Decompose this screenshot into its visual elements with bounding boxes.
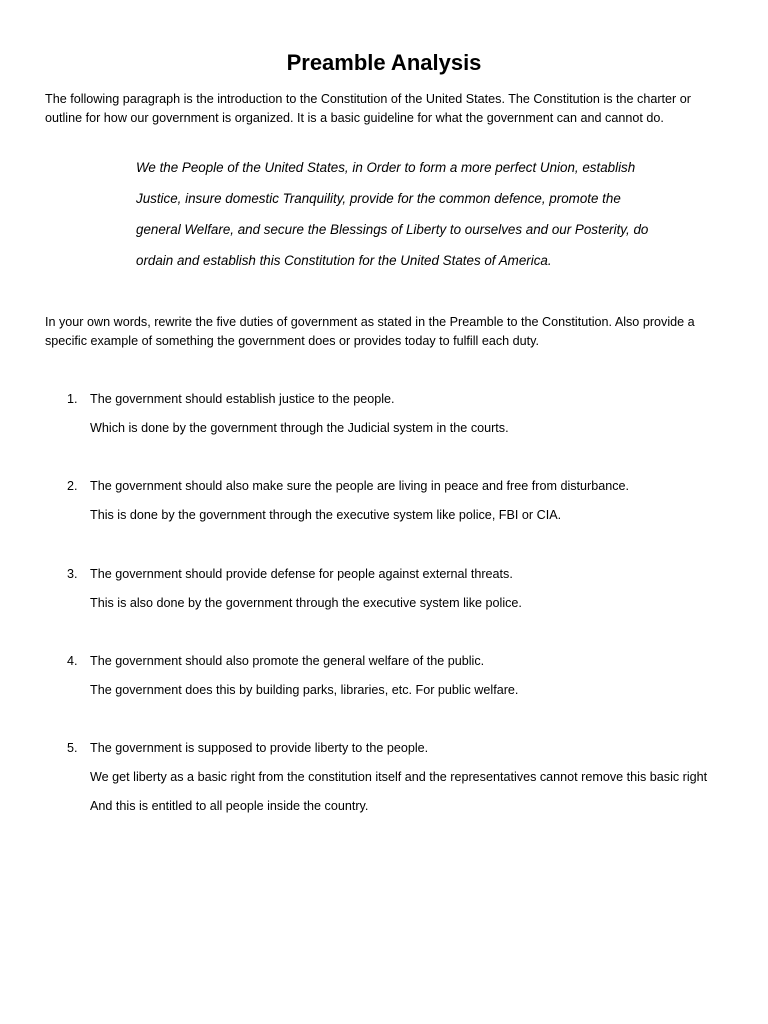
instructions-paragraph: In your own words, rewrite the five duties of government as stated in the Preamble to the Constitution. Also provide a specific example of something the government does or provides today to fulfill each duty.	[45, 315, 695, 348]
duty-statement: The government should provide defense for people against external threats.	[90, 567, 513, 581]
intro-paragraph: The following paragraph is the introduction to the Constitution of the United States. The Constitution is the charter or outline for how our government is organized. It is a basic guideline for what the government can and cannot do.	[45, 92, 691, 125]
preamble-line: ordain and establish this Constitution for the United States of America.	[136, 253, 552, 268]
preamble-line: Justice, insure domestic Tranquility, provide for the common defence, promote the	[136, 191, 621, 206]
duty-number: 5.	[67, 741, 78, 755]
duty-statement: The government should also make sure the people are living in peace and free from disturbance.	[90, 479, 630, 493]
duty-number: 4.	[67, 654, 78, 668]
duty-statement: The government should also promote the general welfare of the public.	[90, 654, 485, 668]
duty-example: The government does this by building parks, libraries, etc. For public welfare.	[90, 683, 519, 697]
duty-statement: The government should establish justice to the people.	[90, 392, 395, 406]
duty-number: 2.	[67, 479, 78, 493]
duty-number: 3.	[67, 567, 78, 581]
duty-example: Which is done by the government through the Judicial system in the courts.	[90, 421, 509, 435]
page-title: Preamble Analysis	[286, 50, 482, 75]
preamble-line: general Welfare, and secure the Blessings of Liberty to ourselves and our Posterity, do	[136, 222, 649, 237]
preamble-line: We the People of the United States, in Order to form a more perfect Union, establish	[136, 160, 636, 175]
duty-statement: The government is supposed to provide liberty to the people.	[90, 741, 429, 755]
duty-number: 1.	[67, 392, 78, 406]
duty-example: This is done by the government through the executive system like police, FBI or CIA.	[90, 508, 562, 522]
duty-example: We get liberty as a basic right from the constitution itself and the representatives cannot remove this basic right	[90, 770, 708, 784]
duty-example-continued: And this is entitled to all people inside the country.	[90, 799, 369, 813]
duty-example: This is also done by the government through the executive system like police.	[90, 596, 522, 610]
